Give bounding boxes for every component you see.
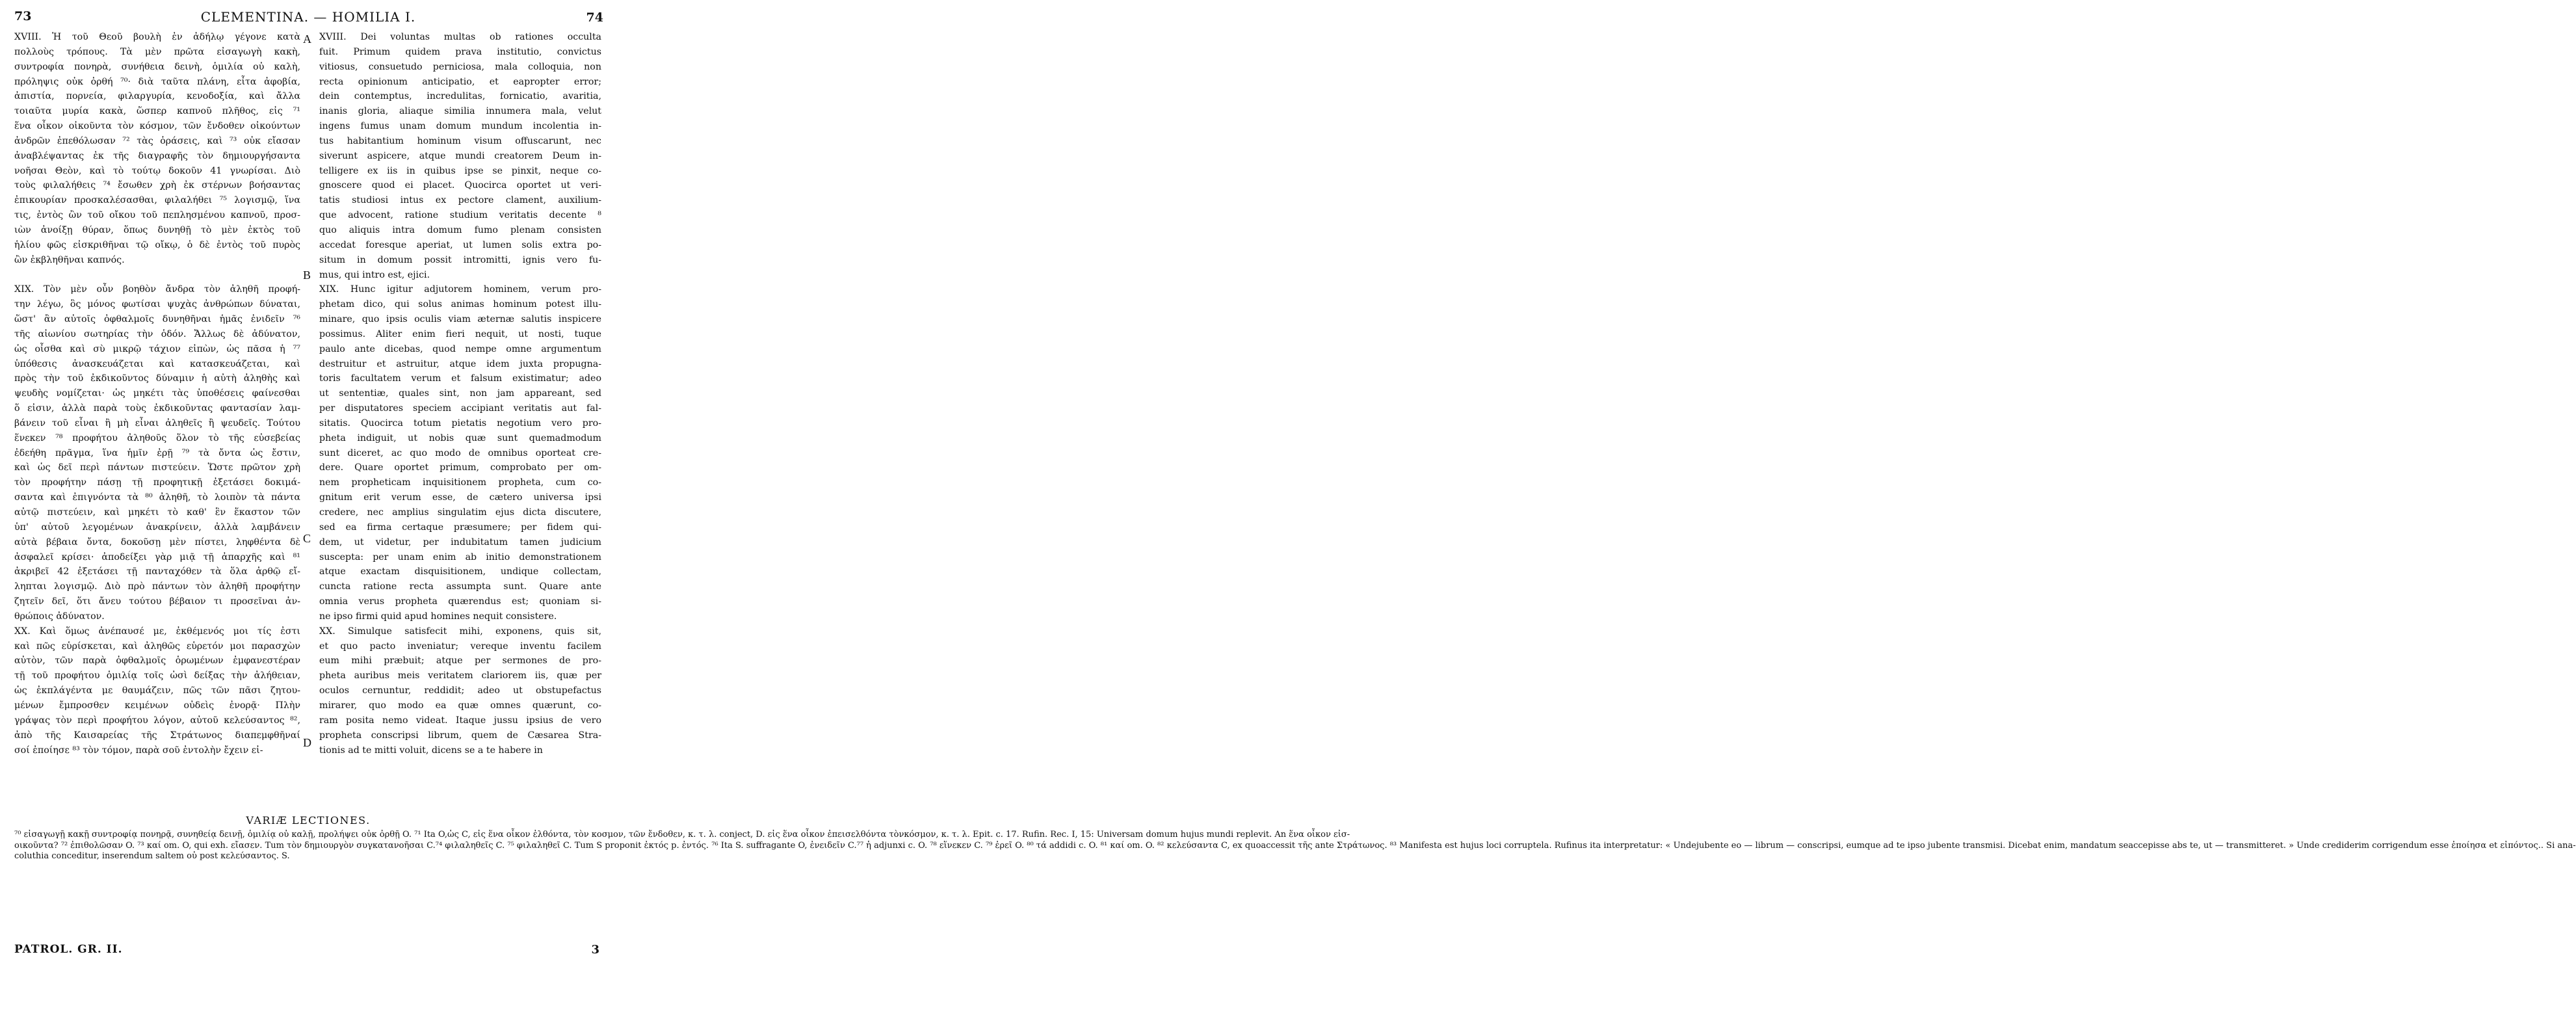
greek-text-line: μένων ἔμπροσθεν κειμένων οὐδεὶς ἐνορᾷ· Πλὴν	[14, 700, 300, 711]
greek-text-line: αὐτῷ πιστεύειν, καὶ μηκέτι τὸ καθ' ἓν ἕκαστον τῶν	[14, 507, 300, 518]
latin-text-line: situm in domum possit intromitti, ignis vero fu-	[319, 254, 601, 265]
variae-lectiones-notes	[14, 830, 2576, 862]
latin-text-line: tus habitantium hominum visum offuscarunt, nec	[319, 135, 601, 146]
latin-text-line: minare, quo ipsis oculis viam æternæ salutis inspicere	[319, 314, 601, 325]
latin-text-line: ut sententiæ, quales sint, non jam appareant, sed	[319, 388, 601, 399]
latin-text-line: dere. Quare oportet primum, comprobato per om-	[319, 462, 601, 473]
greek-text-line: τοὺς φιλαλήθεις ⁷⁴ ἔσωθεν χρὴ ἐκ στέρνων βοήσαντας	[14, 180, 300, 191]
latin-text-line: destruitur et astruitur, atque idem juxta propugna-	[319, 358, 601, 369]
latin-text-line: tionis ad te mitti voluit, dicens se a te habere in	[319, 745, 543, 756]
greek-text-line: ὥστ' ἂν αὐτοῖς ὀφθαλμοῖς δυνηθῆναι ἡμᾶς ἐνιδεῖν ⁷⁶	[14, 314, 300, 325]
latin-text-line: recta opinionum anticipatio, et eapropter error;	[319, 76, 601, 87]
greek-text-line: ληπται λογισμῷ. Διὸ πρὸ πάντων τὸν ἀληθῆ προφήτην	[14, 581, 300, 592]
latin-text-line: sitatis. Quocirca totum pietatis negotium vero pro-	[319, 417, 601, 429]
greek-text-line: τὸν προφήτην πάσῃ τῇ προφητικῇ ἐξετάσει δοκιμά-	[14, 477, 300, 488]
running-header	[0, 9, 616, 29]
greek-text-line: ὑπόθεσις ἀνασκευάζεται καὶ κατασκευάζεται, καὶ	[14, 358, 300, 369]
margin-letter-b: B	[303, 269, 311, 282]
greek-text-line: ιὼν ἀνοίξῃ θύραν, ὅπως δυνηθῇ τὸ μὲν ἐκτὸς τοῦ	[14, 224, 300, 235]
variae-note-line: coluthia conceditur, inserendum saltem οὐ post κελεύσαντος. S.	[14, 851, 290, 862]
latin-text-line: XIX. Hunc igitur adjutorem hominem, verum pro-	[319, 284, 601, 295]
margin-letter-d: D	[303, 736, 311, 749]
latin-text-line: paulo ante dicebas, quod nempe omne argumentum	[319, 343, 601, 354]
greek-text-line: ἀναβλέψαντας ἐκ τῆς διαγραφῆς τὸν δημιουργήσαντα	[14, 150, 300, 161]
variae-lectiones-heading: VARIÆ LECTIONES.	[246, 814, 371, 827]
latin-text-line: per disputatores speciem accipiant veritatis aut fal-	[319, 403, 601, 414]
margin-letter-a: A	[303, 33, 311, 46]
latin-text-line: suscepta: per unam enim ab initio demonstrationem	[319, 551, 601, 562]
greek-text-line: ἀκριβεῖ 42 ἐξετάσει τῇ πανταχόθεν τὰ ὅλα ἀρθῷ εἴ-	[14, 566, 300, 577]
greek-text-line: ἀνδρῶν ἐπεθόλωσαν ⁷² τὰς ὁράσεις, καὶ ⁷³ οὐκ εἴασαν	[14, 135, 300, 146]
latin-text-line: XVIII. Dei voluntas multas ob rationes occulta	[319, 32, 601, 42]
latin-text-line: que advocent, ratione studium veritatis decente ⁸	[319, 210, 601, 221]
greek-text-line: ζητεῖν δεῖ, ὅτι ἄνευ τούτου βέβαιον τι προσεῖναι ἀν-	[14, 596, 300, 607]
latin-text-line: inanis gloria, aliaque similia innumera mala, velut	[319, 106, 601, 117]
running-title: CLEMENTINA. — HOMILIA I.	[200, 9, 416, 25]
footer-signature: 3	[591, 943, 599, 957]
latin-text-line: dein contemptus, incredulitas, fornicatio, avaritia,	[319, 91, 601, 102]
greek-text-line: βάνειν τοῦ εἶναι ἢ μὴ εἶναι ἀληθεῖς ἢ ψευδεῖς. Τούτου	[14, 417, 300, 429]
latin-text-line: siverunt aspicere, atque mundi creatorem Deum in-	[319, 150, 601, 161]
greek-text-line: καὶ πῶς εὑρίσκεται, καὶ ἀληθῶς εὑρετόν μοι παρασχὼν	[14, 641, 300, 652]
latin-text-line: omnia verus propheta quærendus est; quoniam si-	[319, 596, 601, 607]
latin-text-line: pheta indiguit, ut nobis quæ sunt quemadmodum	[319, 432, 601, 443]
greek-text-line: ψευδὴς νομίζεται· ὡς μηκέτι τὰς ὑποθέσεις φαίνεσθαι	[14, 388, 300, 399]
page-number-right: 74	[586, 10, 603, 25]
latin-text-line: dem, ut videtur, per indubitatum tamen judicium	[319, 536, 601, 548]
greek-text-line: τῆς αἰωνίου σωτηρίας τὴν ὁδόν. Ἄλλως δὲ ἀδύνατον,	[14, 328, 300, 339]
greek-text-line: ὡς ἐκπλάγέντα με θαυμάζειν, πῶς τῶν πᾶσι ζητου-	[14, 685, 300, 696]
margin-letter-c: C	[303, 532, 311, 545]
greek-text-line: καὶ ὡς δεῖ περὶ πάντων πιστεύειν. Ὥστε πρῶτον χρὴ	[14, 462, 300, 473]
greek-text-line: ἕνα οἶκον οἰκοῦντα τὸν κόσμον, τῶν ἔνδοθεν οἰκούντων	[14, 121, 300, 132]
latin-text-line: telligere ex iis in quibus ipse se pinxit, neque co-	[319, 165, 601, 176]
latin-text-line: fuit. Primum quidem prava institutio, convictus	[319, 46, 601, 57]
greek-text-line: ἀπὸ τῆς Καισαρείας τῆς Στράτωνος διαπεμφθῆναί	[14, 730, 300, 741]
latin-text-line: gnitum erit verum esse, de cætero universa ipsi	[319, 492, 601, 503]
variae-note-line: accepisse abs te, ut — transmitteret. » Unde crediderim corrigendum esse ἐποίησα et εἰπόντος.. Si ana-	[2128, 840, 2576, 851]
greek-text-line: θρώποις ἀδύνατον.	[14, 611, 105, 622]
greek-text-line: νοῆσαι Θεὸν, καὶ τὸ τούτῳ δοκοῦν 41 γνωρίσαι. Διὸ	[14, 165, 300, 176]
latin-text-column	[319, 30, 601, 758]
latin-text-line: accedat foresque aperiat, ut lumen solis extra po-	[319, 239, 601, 250]
variae-note-line: οικοῦντα? ⁷² ἐπιθολῶσαν O. ⁷³ καί om. O, qui exh. εἴασεν. Tum τὸν δημιουργὸν συγκατανοῆσαι C.	[14, 840, 436, 851]
greek-text-line: ἡλίου φῶς εἰσκριθῆναι τῷ οἴκῳ, ὁ δὲ ἐντὸς τοῦ πυρὸς	[14, 239, 300, 250]
latin-text-line: mus, qui intro est, ejici.	[319, 269, 430, 280]
latin-text-line: possimus. Aliter enim fieri nequit, ut nosti, tuque	[319, 328, 601, 339]
greek-text-line: XIX. Τὸν μὲν οὖν βοηθὸν ἄνδρα τὸν ἀληθῆ προφή-	[14, 284, 300, 295]
greek-text-line: ὢν ἐκβληθῆναι καπνός.	[14, 254, 125, 265]
greek-text-line: ὡς οἶσθα καὶ σὺ μικρῷ τάχιον εἰπὼν, ὡς πᾶσα ἡ ⁷⁷	[14, 343, 300, 354]
latin-text-line: phetam dico, qui solus animas hominum potest illu-	[319, 299, 601, 310]
latin-text-line: nem propheticam inquisitionem propheta, cum co-	[319, 477, 601, 488]
latin-text-line: propheta conscripsi librum, quem de Cæsarea Stra-	[319, 730, 601, 741]
greek-text-line	[14, 268, 300, 283]
latin-text-line: tatis studiosi intus ex pectore clament, auxilium-	[319, 195, 601, 206]
latin-text-line: sed ea firma certaque præsumere; per fidem qui-	[319, 522, 601, 533]
greek-text-line: τοιαῦτα μυρία κακὰ, ὥσπερ καπνοῦ πλῆθος, εἰς ⁷¹	[14, 106, 300, 117]
greek-text-line: γράψας τὸν περὶ προφήτου λόγον, αὐτοῦ κελεύσαντος ⁸²,	[14, 715, 300, 726]
greek-text-line: XVIII. Ἡ τοῦ Θεοῦ βουλὴ ἐν ἀδήλῳ γέγονε κατὰ	[14, 32, 300, 42]
greek-text-line: ἐδεήθη πρᾶγμα, ἵνα ἡμῖν ἐρῇ ⁷⁹ τὰ ὄντα ὡς ἔστιν,	[14, 447, 300, 458]
latin-text-line: et quo pacto inveniatur; vereque inventu facilem	[319, 641, 601, 652]
greek-text-line: σοί ἐποίησε ⁸³ τὸν τόμον, παρὰ σοῦ ἐντολὴν ἔχειν εἰ-	[14, 745, 263, 756]
latin-text-line: atque exactam disquisitionem, undique collectam,	[319, 566, 601, 577]
latin-text-line: ram posita nemo videat. Itaque jussu ipsius de vero	[319, 715, 601, 726]
greek-text-line: πρόληψις οὐκ ὀρθή ⁷⁰· διὰ ταῦτα πλάνη, εἶτα ἀφοβία,	[14, 76, 300, 87]
greek-text-line: τῇ τοῦ προφήτου ὁμιλίᾳ τοῖς ὠσὶ δείξας τὴν ἀλήθειαν,	[14, 670, 300, 681]
greek-text-line: αὐτὸν, τῶν παρὰ ὀφθαλμοῖς ὁρωμένων ἐμφανεστέραν	[14, 655, 300, 667]
greek-text-line: συντροφία πονηρὰ, συνήθεια δεινὴ, ὁμιλία οὐ καλὴ,	[14, 61, 300, 72]
page-footer	[0, 943, 616, 959]
greek-text-line: την λέγω, ὃς μόνος φωτίσαι ψυχὰς ἀνθρώπων δύναται,	[14, 299, 300, 310]
variae-note-line: ⁷⁷ ἡ adjunxi c. O. ⁷⁸ εἵνεκεν C. ⁷⁹ ἐρεῖ O. ⁸⁰ τά addidi c. O. ⁸¹ καί om. O. ⁸² κελεύσαντα C, ex quo	[856, 840, 1261, 851]
latin-text-line: sunt diceret, ac quo modo de omnibus oporteat cre-	[319, 447, 601, 458]
greek-text-line: ἀπιστία, πορνεία, φιλαργυρία, κενοδοξία, καὶ ἄλλα	[14, 91, 300, 102]
greek-text-line: XX. Καὶ ὅμως ἀνέπαυσέ με, ἐκθέμενός μοι τίς ἐστι	[14, 626, 300, 637]
latin-text-line: ingens fumus unam domum mundum incolentia in-	[319, 121, 601, 132]
greek-text-line: ἐπικουρίαν προσκαλέσασθαι, φιλαλήθει ⁷⁵ λογισμῷ, ἵνα	[14, 195, 300, 206]
latin-text-line: gnoscere quod ei placet. Quocirca oportet ut veri-	[319, 180, 601, 191]
greek-text-line: πολλοὺς τρόπους. Τὰ μὲν πρῶτα εἰσαγωγὴ κακὴ,	[14, 46, 300, 57]
latin-text-line: credere, nec amplius singulatim ejus dicta discutere,	[319, 507, 601, 518]
latin-text-line: quo aliquis intra domum fumo plenam consisten	[319, 224, 601, 235]
greek-text-line: ὅ εἰσιν, ἀλλὰ παρὰ τοὺς ἐκδικοῦντας φαντασίαν λαμ-	[14, 403, 300, 414]
greek-text-line: ὑπ' αὐτοῦ λεγομένων ἀνακρίνειν, ἀλλὰ λαμβάνειν	[14, 522, 300, 533]
latin-text-line: XX. Simulque satisfecit mihi, exponens, quis sit,	[319, 626, 601, 637]
greek-text-line: σαντα καὶ ἐπιγνόντα τὰ ⁸⁰ ἀληθῆ, τὸ λοιπὸν τὰ πάντα	[14, 492, 300, 503]
greek-text-line: τις, ἐντὸς ὢν τοῦ οἴκου τοῦ πεπλησμένου καπνοῦ, προσ-	[14, 210, 300, 221]
variae-note-line: jubente eo — librum — conscripsi, eumque ad te ipso jubente transmisi. Dicebat enim, mandatum se	[1696, 840, 2129, 851]
greek-text-line: πρὸς τὴν τοῦ ἐκδικοῦντος δύναμιν ἡ αὐτὴ ἀληθὴς καὶ	[14, 373, 300, 384]
greek-text-column	[14, 30, 300, 758]
greek-text-line: ἕνεκεν ⁷⁸ προφήτου ἀληθοῦς ὅλον τὸ τῆς εὐσεβείας	[14, 432, 300, 443]
latin-text-line: vitiosus, consuetudo perniciosa, mala colloquia, non	[319, 61, 601, 72]
variae-note-line: ὡς C, εἰς ἕνα οἶκον ἐλθόντα, τὸν κοσμον, τῶν ἔνδοθεν, κ. τ. λ. conject, D. εἰς ἕνα οἶκον ἐπεισελθόντα τὸν	[447, 830, 904, 840]
latin-text-line: toris facultatem verum et falsum existimatur; adeo	[319, 373, 601, 384]
latin-text-line: mirarer, quo modo ea quæ omnes quærunt, co-	[319, 700, 601, 711]
variae-note-line: accessit τῆς ante Στράτωνος. ⁸³ Manifesta est hujus loci corruptela. Rufinus ita interpretatur: « Unde	[1261, 840, 1696, 851]
latin-text-line: eum mihi præbuit; atque per sermones de pro-	[319, 655, 601, 667]
variae-note-line: ⁷⁰ εἰσαγωγῇ κακῇ συντροφίᾳ πονηρᾷ, συνηθείᾳ δεινῇ, ὁμιλίᾳ οὐ καλῇ, προλήψει οὐκ ὀρθῇ O. ⁷¹ Ita O,	[14, 830, 447, 840]
latin-text-line: cuncta ratione recta assumpta sunt. Quare ante	[319, 581, 601, 592]
latin-text-line: pheta auribus meis veritatem clariorem iis, quæ per	[319, 670, 601, 681]
greek-text-line: αὐτὰ βέβαια ὄντα, δοκοῦσῃ μὲν πίστει, ληφθέντα δὲ	[14, 536, 300, 548]
latin-text-line: ne ipso firmi quid apud homines nequit consistere.	[319, 611, 557, 622]
variae-note-line: ⁷⁴ φιλαληθεῖς C. ⁷⁵ φιλαληθεῖ C. Tum S proponit ἐκτός p. ἐντός. ⁷⁶ Ita S. suffragante O, ἐνειδεῖν C.	[435, 840, 857, 851]
latin-text-line: oculos cernuntur, reddidit; adeo ut obstupefactus	[319, 685, 601, 696]
footer-series-label: PATROL. GR. II.	[14, 943, 123, 956]
greek-text-line: ἀσφαλεῖ κρίσει· ἀποδείξει γὰρ μιᾷ τῇ ἀπαρχῆς καὶ ⁸¹	[14, 551, 300, 562]
page-number-left: 73	[14, 9, 32, 23]
variae-note-line: κόσμον, κ. τ. λ. Epit. c. 17. Rufin. Rec. I, 15: Universam domum hujus mundi replevit. An ἕνα οἶκον εἰσ-	[904, 830, 1350, 840]
